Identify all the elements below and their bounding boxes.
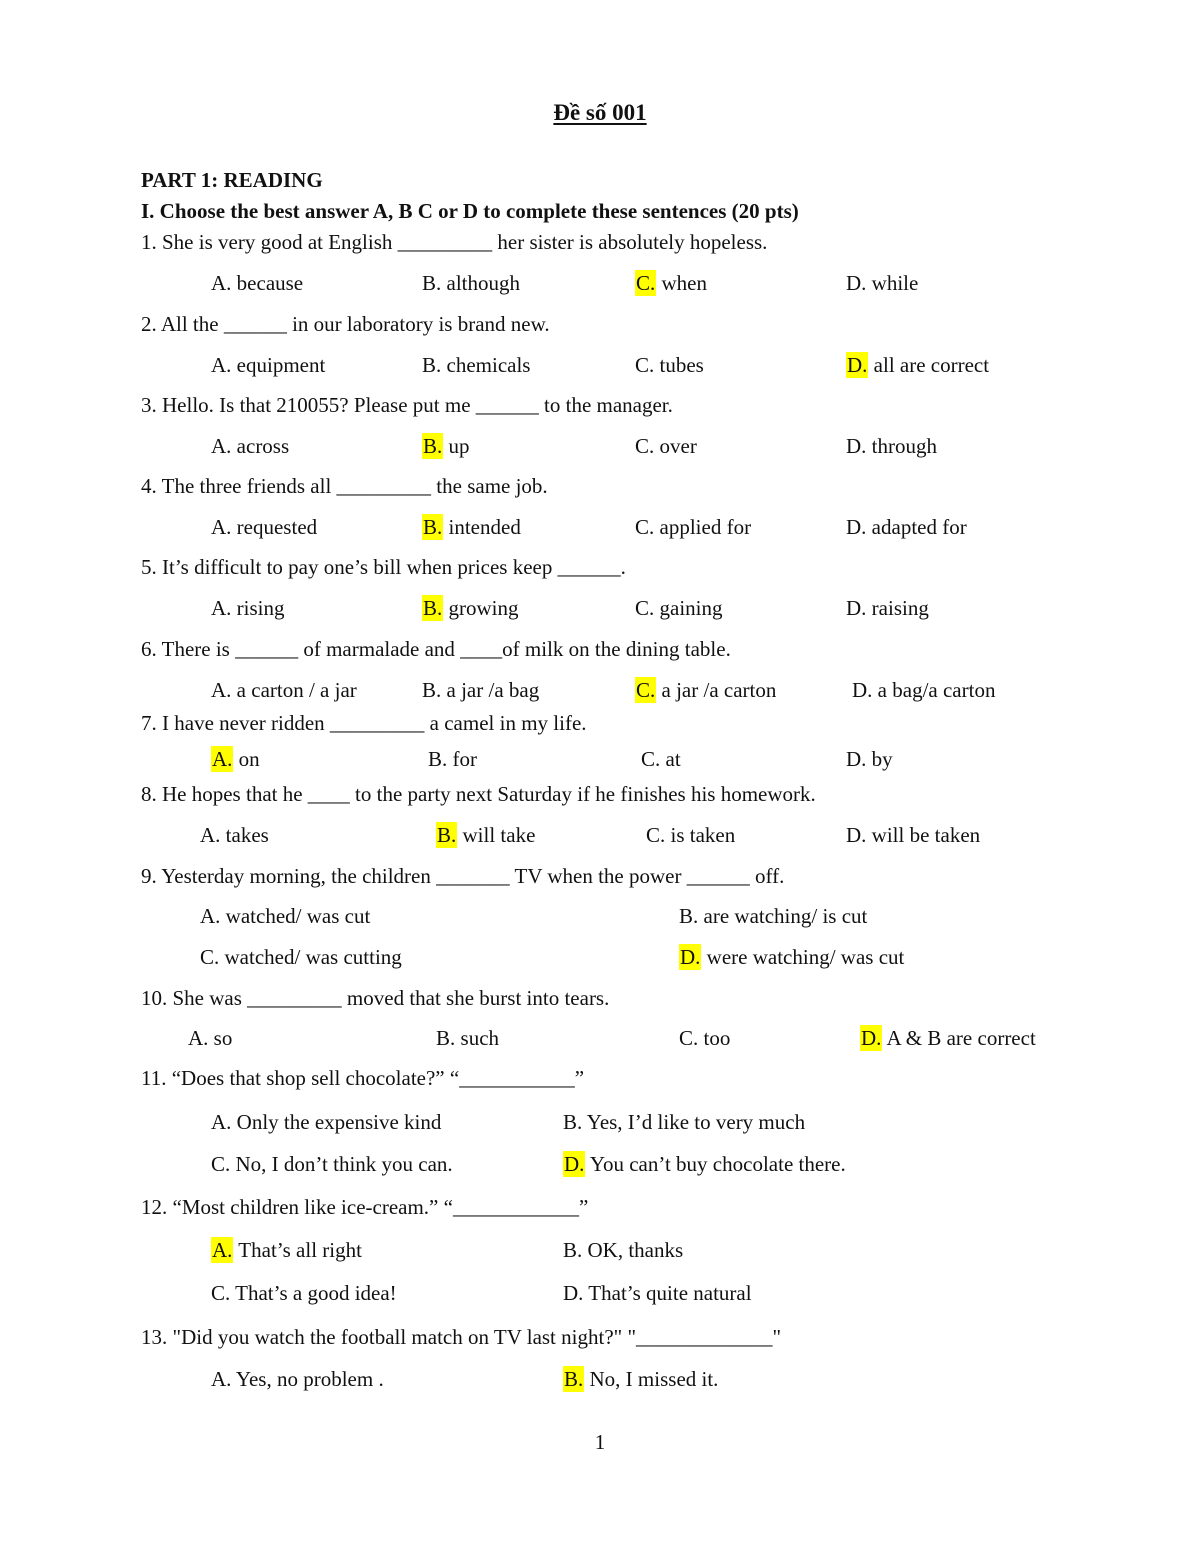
answer-option <box>200 903 370 929</box>
option-text: were watching/ was cut <box>706 945 905 969</box>
option-letter: A. <box>200 823 221 847</box>
option-text: No, I don’t think you can. <box>235 1152 453 1176</box>
option-text: intended <box>448 515 521 539</box>
answer-option <box>211 270 303 296</box>
answer-option <box>211 1109 441 1135</box>
option-text: requested <box>236 515 318 539</box>
option-letter: C. <box>635 515 655 539</box>
answer-option <box>211 1237 362 1263</box>
option-text: watched/ was cut <box>225 904 371 928</box>
highlighted-answer-letter: B. <box>423 596 443 620</box>
document-title: Đề số 001 <box>553 100 647 125</box>
question-text: 3. Hello. Is that 210055? Please put me ______ to the manager. <box>141 393 673 417</box>
question-text: 11. “Does that shop sell chocolate?” “___________” <box>141 1066 585 1090</box>
option-letter: A. <box>211 1110 232 1134</box>
option-letter: D. <box>846 823 867 847</box>
answer-option <box>646 822 735 848</box>
option-text: Yes, I’d like to very much <box>586 1110 806 1134</box>
answer-option <box>436 822 535 848</box>
answer-option <box>211 1366 384 1392</box>
option-text: by <box>871 747 893 771</box>
highlighted-answer-letter: A. <box>212 747 233 771</box>
answer-option <box>852 677 995 703</box>
option-text: That’s quite natural <box>588 1281 752 1305</box>
answer-option <box>860 1025 1036 1051</box>
option-letter: D. <box>846 434 867 458</box>
option-letter: A. <box>211 596 232 620</box>
question-text: 8. He hopes that he ____ to the party next Saturday if he finishes his homework. <box>141 782 816 806</box>
option-letter: C. <box>211 1152 231 1176</box>
question-text: 9. Yesterday morning, the children _______ TV when the power ______ off. <box>141 864 785 888</box>
question-text: 7. I have never ridden _________ a camel in my life. <box>141 711 587 735</box>
option-text: when <box>661 271 708 295</box>
question-text: 1. She is very good at English _________ her sister is absolutely hopeless. <box>141 230 768 254</box>
question-text: 4. The three friends all _________ the same job. <box>141 474 548 498</box>
option-text: because <box>236 271 304 295</box>
option-letter: B. <box>422 271 442 295</box>
option-letter: D. <box>563 1281 584 1305</box>
answer-option <box>211 677 357 703</box>
answer-option <box>422 514 521 540</box>
option-letter: A. <box>211 678 232 702</box>
option-letter: A. <box>211 353 232 377</box>
option-letter: B. <box>679 904 699 928</box>
option-text: are watching/ is cut <box>703 904 868 928</box>
highlighted-answer-letter: B. <box>423 434 443 458</box>
answer-option <box>422 677 539 703</box>
answer-option <box>641 746 681 772</box>
option-text: You can’t buy chocolate there. <box>589 1152 846 1176</box>
option-text: too <box>703 1026 731 1050</box>
answer-option <box>846 352 989 378</box>
answer-option <box>635 352 704 378</box>
option-letter: C. <box>646 823 666 847</box>
answer-option <box>635 514 751 540</box>
option-letter: B. <box>563 1238 583 1262</box>
answer-option <box>635 433 697 459</box>
option-letter: B. <box>428 747 448 771</box>
option-text: up <box>448 434 470 458</box>
answer-option <box>635 270 707 296</box>
option-letter: C. <box>679 1026 699 1050</box>
option-text: for <box>452 747 478 771</box>
highlighted-answer-letter: D. <box>680 945 701 969</box>
answer-option <box>846 746 893 772</box>
option-text: through <box>871 434 937 458</box>
answer-option <box>422 433 470 459</box>
answer-option <box>422 270 520 296</box>
option-text: watched/ was cutting <box>224 945 402 969</box>
answer-option <box>563 1151 846 1177</box>
option-text: Yes, no problem . <box>235 1367 384 1391</box>
option-text: while <box>871 271 919 295</box>
answer-option <box>211 514 317 540</box>
option-text: although <box>446 271 521 295</box>
question-text: 13. "Did you watch the football match on TV last night?" "_____________" <box>141 1325 782 1349</box>
answer-option <box>635 677 776 703</box>
option-text: is taken <box>670 823 736 847</box>
option-text: will be taken <box>871 823 981 847</box>
option-letter: B. <box>422 678 442 702</box>
answer-option <box>211 433 289 459</box>
option-letter: C. <box>200 945 220 969</box>
option-text: a carton / a jar <box>236 678 357 702</box>
question-text: 10. She was _________ moved that she burst into tears. <box>141 986 610 1010</box>
answer-option <box>211 746 260 772</box>
option-text: That’s a good idea! <box>235 1281 397 1305</box>
option-text: raising <box>871 596 929 620</box>
option-text: rising <box>236 596 285 620</box>
answer-option <box>846 433 937 459</box>
answer-option <box>436 1025 499 1051</box>
answer-option <box>211 595 285 621</box>
highlighted-answer-letter: D. <box>564 1152 585 1176</box>
option-text: so <box>213 1026 233 1050</box>
highlighted-answer-letter: D. <box>847 353 868 377</box>
option-text: over <box>659 434 697 458</box>
answer-option <box>679 1025 730 1051</box>
option-letter: A. <box>211 1367 232 1391</box>
answer-option <box>211 1151 453 1177</box>
highlighted-answer-letter: B. <box>423 515 443 539</box>
option-text: takes <box>225 823 269 847</box>
option-letter: C. <box>635 434 655 458</box>
answer-option <box>428 746 477 772</box>
option-letter: C. <box>211 1281 231 1305</box>
answer-option <box>211 1280 397 1306</box>
option-text: OK, thanks <box>587 1238 684 1262</box>
highlighted-answer-letter: A. <box>212 1238 233 1262</box>
question-text: 6. There is ______ of marmalade and ____of milk on the dining table. <box>141 637 731 661</box>
option-letter: D. <box>852 678 873 702</box>
option-letter: D. <box>846 271 867 295</box>
option-letter: A. <box>200 904 221 928</box>
option-letter: A. <box>211 434 232 458</box>
option-letter: A. <box>188 1026 209 1050</box>
option-text: chemicals <box>446 353 531 377</box>
option-text: a jar /a carton <box>661 678 777 702</box>
highlighted-answer-letter: C. <box>636 678 656 702</box>
option-text: across <box>236 434 290 458</box>
answer-option <box>422 595 519 621</box>
answer-option <box>846 270 918 296</box>
part-heading: PART 1: READING <box>141 168 323 192</box>
highlighted-answer-letter: B. <box>437 823 457 847</box>
option-letter: B. <box>563 1110 583 1134</box>
highlighted-answer-letter: D. <box>861 1026 882 1050</box>
answer-option <box>563 1237 683 1263</box>
answer-option <box>679 944 904 970</box>
option-text: Only the expensive kind <box>236 1110 442 1134</box>
section-instruction: I. Choose the best answer A, B C or D to complete these sentences (20 pts) <box>141 199 799 223</box>
option-letter: B. <box>422 353 442 377</box>
page-number: 1 <box>594 1430 606 1454</box>
option-text: such <box>460 1026 500 1050</box>
option-text: at <box>665 747 681 771</box>
answer-option <box>679 903 867 929</box>
question-text: 12. “Most children like ice-cream.” “____________” <box>141 1195 589 1219</box>
option-letter: C. <box>635 353 655 377</box>
option-text: adapted for <box>871 515 967 539</box>
option-text: all are correct <box>873 353 990 377</box>
option-text: gaining <box>659 596 723 620</box>
answer-option <box>200 944 402 970</box>
option-letter: D. <box>846 747 867 771</box>
option-text: No, I missed it. <box>589 1367 719 1391</box>
option-letter: D. <box>846 515 867 539</box>
answer-option <box>846 595 929 621</box>
option-letter: C. <box>635 596 655 620</box>
option-letter: A. <box>211 271 232 295</box>
answer-option <box>563 1280 752 1306</box>
option-text: will take <box>462 823 536 847</box>
option-text: That’s all right <box>238 1238 362 1262</box>
option-text: tubes <box>659 353 704 377</box>
option-letter: C. <box>641 747 661 771</box>
question-text: 5. It’s difficult to pay one’s bill when prices keep ______. <box>141 555 626 579</box>
highlighted-answer-letter: C. <box>636 271 656 295</box>
answer-option <box>563 1366 718 1392</box>
answer-option <box>563 1109 805 1135</box>
option-text: a bag/a carton <box>877 678 996 702</box>
question-text: 2. All the ______ in our laboratory is brand new. <box>141 312 550 336</box>
option-text: growing <box>448 596 519 620</box>
answer-option <box>211 352 325 378</box>
option-text: A & B are correct <box>886 1026 1036 1050</box>
option-text: applied for <box>659 515 752 539</box>
option-letter: B. <box>436 1026 456 1050</box>
option-letter: A. <box>211 515 232 539</box>
answer-option <box>846 514 967 540</box>
option-letter: D. <box>846 596 867 620</box>
answer-option <box>188 1025 232 1051</box>
answer-option <box>422 352 530 378</box>
answer-option <box>635 595 723 621</box>
option-text: a jar /a bag <box>446 678 540 702</box>
answer-option <box>846 822 980 848</box>
option-text: equipment <box>236 353 326 377</box>
highlighted-answer-letter: B. <box>564 1367 584 1391</box>
option-text: on <box>238 747 260 771</box>
answer-option <box>200 822 269 848</box>
